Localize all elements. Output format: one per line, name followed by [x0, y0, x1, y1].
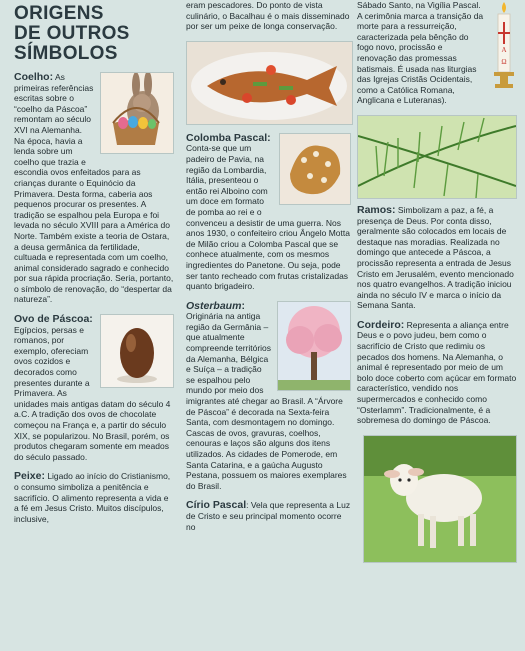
- cirio-text: Vela que representa a Luz de Cristo e seu principal momento ocorre no: [186, 500, 351, 532]
- omega-symbol: Ω: [501, 58, 507, 66]
- ovo-text: Egípcios, persas e romanos, por exemplo, ofereciam ovos cozidos e decorados como presentes durante a Primavera. As unidades mais antigas datam do século 4 a.C. A tradição dos ovos de chocolate começou na França e, a partir do século XIX, se popularizou. No Brasil, porém, os produtos chegaram somente em meados do século passado.: [14, 324, 171, 462]
- paschal-candle-image: [489, 0, 519, 90]
- section-ovo: Ovo de Páscoa: Egípcios, persas e romanos, por exemplo, ofereciam ovos cozidos e decorados como presentes durante a Primavera. As unidades mais antigas datam do século 4 a.C. A tradição dos ovos de chocolate começou na França e, a partir do século XIX, se popularizou. No Brasil, porém, os produtos chegaram somente em meados do século passado.: [14, 314, 174, 462]
- easter-tree-image: [277, 301, 351, 391]
- peixe-continued: eram pescadores. Do ponto de vista culinário, o Bacalhau é o mais disseminado por ser um peixe de longa conservação.: [186, 0, 350, 32]
- section-cordeiro: Cordeiro: Representa a aliança entre Deus e o povo judeu, bem como o sacrifício de Cristo que redimiu os pecados dos homens. Na Alemanha, o animal é representado por meio de um bolo doce coberto com açúcar em formato característico, vendido nos supermercados e conhecido como “Osterlamm”. Tradicionalmente, é a sobremesa do domingo de Páscoa.: [357, 318, 517, 426]
- chocolate-egg-image: [100, 314, 174, 388]
- osterbaum-text: Originária na antiga região da Germânia – que atualmente compreende territórios da Alemanha, Bélgica e Suíça – a tradição se espalhou pelo mundo por meio dos imigrantes até chegar ao Brasil. A “Árvore de Páscoa” é decorada na Sexta-feira Santa, com desmontagem no domingo. Cascas de ovos, gravuras, coelhos, cenouras e laços são alguns dos itens utilizados. As cidades de Pomerode, em Santa Catarina, e a gaúcha Augusto Pestana, possuem os maiores exemplares do Brasil.: [186, 311, 347, 491]
- alpha-symbol: A: [501, 46, 507, 54]
- section-peixe: Peixe: Ligado ao início do Cristianismo, o consumo simboliza a penitência e sacrifício. O alimento representa a vida e a fé em Jesus Cristo. Muitos discípulos, inclusive,: [14, 470, 171, 524]
- colomba-text: Conta-se que um padeiro de Pavia, na região da Lombardia, Itália, presenteou o então rei Alboino com um doce em formato de pomba ao rei e o convenceu a desistir de uma guerra. Nos anos 1930, o confeiteiro criou Ângelo Motta de Milão criou a Colomba Pascal que se conhece atualmente, com os mesmos ingredientes do Panetone. Ou seja, pode ser tanto recheado com frutas cristalizadas quanto brigadeiro.: [186, 143, 350, 292]
- section-colomba: Colomba Pascal: Conta-se que um padeiro de Pavia, na região da Lombardia, Itália, presenteou o então rei Alboino com um doce em formato de pomba ao rei e o convenceu a desistir de uma guerra. Nos anos 1930, o confeiteiro criou Ângelo Motta de Milão criou a Colomba Pascal que se conhece atualmente, com os mesmos ingredientes do Panetone. Ou seja, pode ser tanto recheado com frutas cristalizadas quanto brigadeiro.: [186, 131, 350, 292]
- section-osterbaum: Osterbaum: Originária na antiga região da Germânia – que atualmente compreende territórios da Alemanha, Bélgica e Suíça – a tradição se espalhou pelo mundo por meio dos imigrantes até chegar ao Brasil. A “Árvore de Páscoa” é decorada na Sexta-feira Santa, com desmontagem no domingo. Cascas de ovos, gravuras, coelhos, cenouras e laços são alguns dos itens utilizados. As cidades de Pomerode, em Santa Catarina, e a gaúcha Augusto Pestana, possuem os maiores exemplares do Brasil.: [186, 301, 351, 492]
- section-coelho: Coelho: As primeiras referências escritas sobre o “coelho da Páscoa” remontam ao século XVI na Alemanha. Na época, havia a lenda sobre um coelho que trazia e escondia ovos enfeitados para as crianças durante o Equinócio da Primavera. Desta forma, caberia aos pequenos procurar os presentes. A tradição se espalhou pela Europa e foi levada no século XVIII para a América do Norte. Também existe a teoria de Ostara, a deusa germânica da fertilidade, cultuada e representada com um coelho, animal considerado sagrado e conhecido por sua rápida procriação. Seria, portanto, o símbolo de renovação, do “despertar da natureza”.: [14, 71, 174, 305]
- section-ramos: Ramos: Simbolizam a paz, a fé, a presença de Deus. Por conta disso, geralmente são colocados em locais de destaque nas moradias. Realizada no domingo que antecede a Páscoa, a procissão representa a entrada de Jesus Cristo em Jerusalém, evento mencionado nos quatro evangelhos. A tradição iniciou ainda no século IV e marca o início da Semana Santa.: [357, 203, 514, 311]
- cirio-continued: A Ω Sábado Santo, na Vigília Pascal. A cerimônia marca a transição da morte para a ressurreição, caracterizada pela bênção do fogo novo, procissão e renovação das promessas batismais. É usada nas liturgias das Igrejas Cristãs Ocidentais, como a Católica Romana, Anglicana e Luteranas).: [357, 0, 519, 106]
- cordeiro-text: Representa a aliança entre Deus e o povo judeu, bem como o sacrifício de Cristo que redimiu os pecados dos homens. Na Alemanha, o animal é representado por meio de um bolo doce coberto com açúcar em formato característico, vendido nos supermercados e conhecido como “Osterlamm”. Tradicionalmente, é a sobremesa do domingo de Páscoa.: [357, 319, 517, 426]
- page-title: ORIGENS DE OUTROS SÍMBOLOS: [14, 3, 130, 64]
- ramos-text: Simbolizam a paz, a fé, a presença de Deus. Por conta disso, geralmente são colocados em locais de destaque nas moradias. Realizada no domingo que antecede a Páscoa, a procissão representa a entrada de Jesus Cristo em Jerusalém, evento mencionado nos quatro evangelhos. A tradição iniciou ainda no século IV e marca o início da Semana Santa.: [357, 204, 514, 311]
- palm-branches-image: [357, 115, 517, 199]
- lamb-image: [363, 435, 517, 563]
- fish-dish-image: [186, 41, 353, 125]
- colomba-cake-image: [279, 133, 351, 205]
- bunny-basket-image: [100, 72, 174, 154]
- peixe-text: Ligado ao início do Cristianismo, o consumo simboliza a penitência e sacrifício. O alimento representa a vida e a fé em Jesus Cristo. Muitos discípulos, inclusive,: [14, 471, 171, 524]
- column-3: [357, 0, 519, 563]
- coelho-text: As primeiras referências escritas sobre o “coelho da Páscoa” remontam ao século XVI na Alemanha. Na época, havia a lenda sobre um coelho que trazia e escondia ovos enfeitados para as crianças durante o Equinócio da Primavera. Desta forma, caberia aos pequenos procurar os presentes. A tradição se espalhou pela Europa e foi levada no século XVIII para a América do Norte. Também existe a teoria de Ostara, a deusa germânica da fertilidade, cultuada e representada com um coelho, animal considerado sagrado e conhecido por sua rápida procriação. Seria, portanto, o símbolo de renovação, do “despertar da natureza”.: [14, 72, 174, 305]
- column-1: [14, 0, 174, 533]
- section-cirio: Círio Pascal: Vela que representa a Luz de Cristo e seu principal momento ocorre no: [186, 499, 351, 532]
- column-2: [186, 0, 351, 541]
